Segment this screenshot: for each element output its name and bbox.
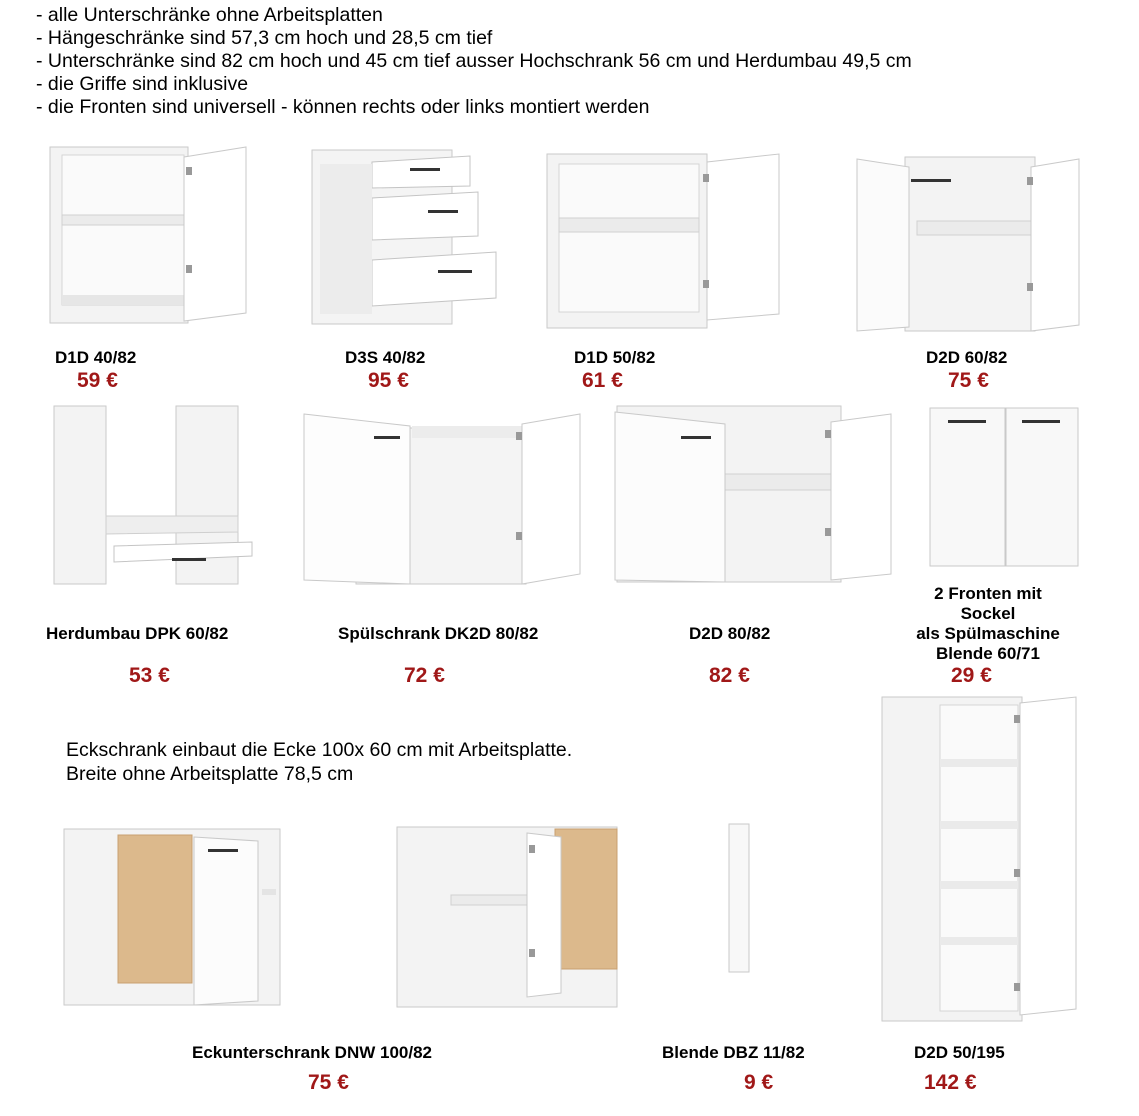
label-line: Sockel [960, 604, 1016, 623]
product-label: Spülschrank DK2D 80/82 [338, 624, 539, 643]
product-label: D1D 40/82 [55, 348, 137, 367]
corner-note [66, 738, 572, 786]
product-price: 29 € [951, 664, 992, 687]
product-price: 53 € [129, 664, 170, 687]
product-price: 72 € [404, 664, 445, 687]
product-label: D2D 80/82 [689, 624, 771, 643]
product-label: D3S 40/82 [345, 348, 426, 367]
corner-note-line: Breite ohne Arbeitsplatte 78,5 cm [66, 763, 354, 785]
product-label: Eckunterschrank DNW 100/82 [192, 1043, 432, 1062]
note-line: - alle Unterschränke ohne Arbeitsplatten [36, 4, 383, 26]
note-line: - Unterschränke sind 82 cm hoch und 45 cm tief ausser Hochschrank 56 cm und Herdumbau 49,5 cm [36, 50, 912, 72]
note-line: - Hängeschränke sind 57,3 cm hoch und 28,5 cm tief [36, 27, 493, 49]
corner-note-line: Eckschrank einbaut die Ecke 100x 60 cm mit Arbeitsplatte. [66, 739, 573, 761]
cabinet-image-eckunterschrank [62, 825, 287, 1010]
note-line: - die Fronten sind universell - können rechts oder links montiert werden [36, 96, 650, 118]
product-label: D1D 50/82 [574, 348, 656, 367]
product-price: 95 € [368, 369, 409, 392]
cabinet-image-d3s-40 [310, 148, 510, 328]
label-line: als Spülmaschine [916, 624, 1060, 643]
blende-panel-image [727, 822, 751, 974]
product-price: 75 € [948, 369, 989, 392]
cabinet-image-herdumbau [52, 404, 262, 584]
product-price: 142 € [924, 1071, 977, 1094]
product-label: D2D 50/195 [914, 1043, 1005, 1062]
cabinet-image-d1d-40 [48, 145, 258, 325]
product-label: Blende DBZ 11/82 [662, 1043, 805, 1062]
cabinet-image-d2d-50-195 [880, 695, 1080, 1025]
product-label: Herdumbau DPK 60/82 [46, 624, 229, 643]
cabinet-image-spuelschrank [302, 404, 592, 584]
cabinet-image-d1d-50 [545, 152, 785, 332]
label-line: 2 Fronten mit [934, 584, 1042, 603]
cabinet-image-d2d-60 [855, 155, 1085, 335]
product-price: 82 € [709, 664, 750, 687]
product-price: 9 € [744, 1071, 774, 1094]
notes-list [36, 4, 912, 119]
label-line: Blende 60/71 [936, 644, 1040, 663]
product-price: 75 € [308, 1071, 349, 1094]
product-label [898, 584, 1078, 664]
product-price: 59 € [77, 369, 118, 392]
cabinet-image-corner-open [395, 825, 625, 1010]
note-line: - die Griffe sind inklusive [36, 73, 249, 95]
front-panels-image [928, 406, 1083, 571]
product-price: 61 € [582, 369, 623, 392]
product-label: D2D 60/82 [926, 348, 1008, 367]
cabinet-image-d2d-80 [613, 404, 898, 584]
